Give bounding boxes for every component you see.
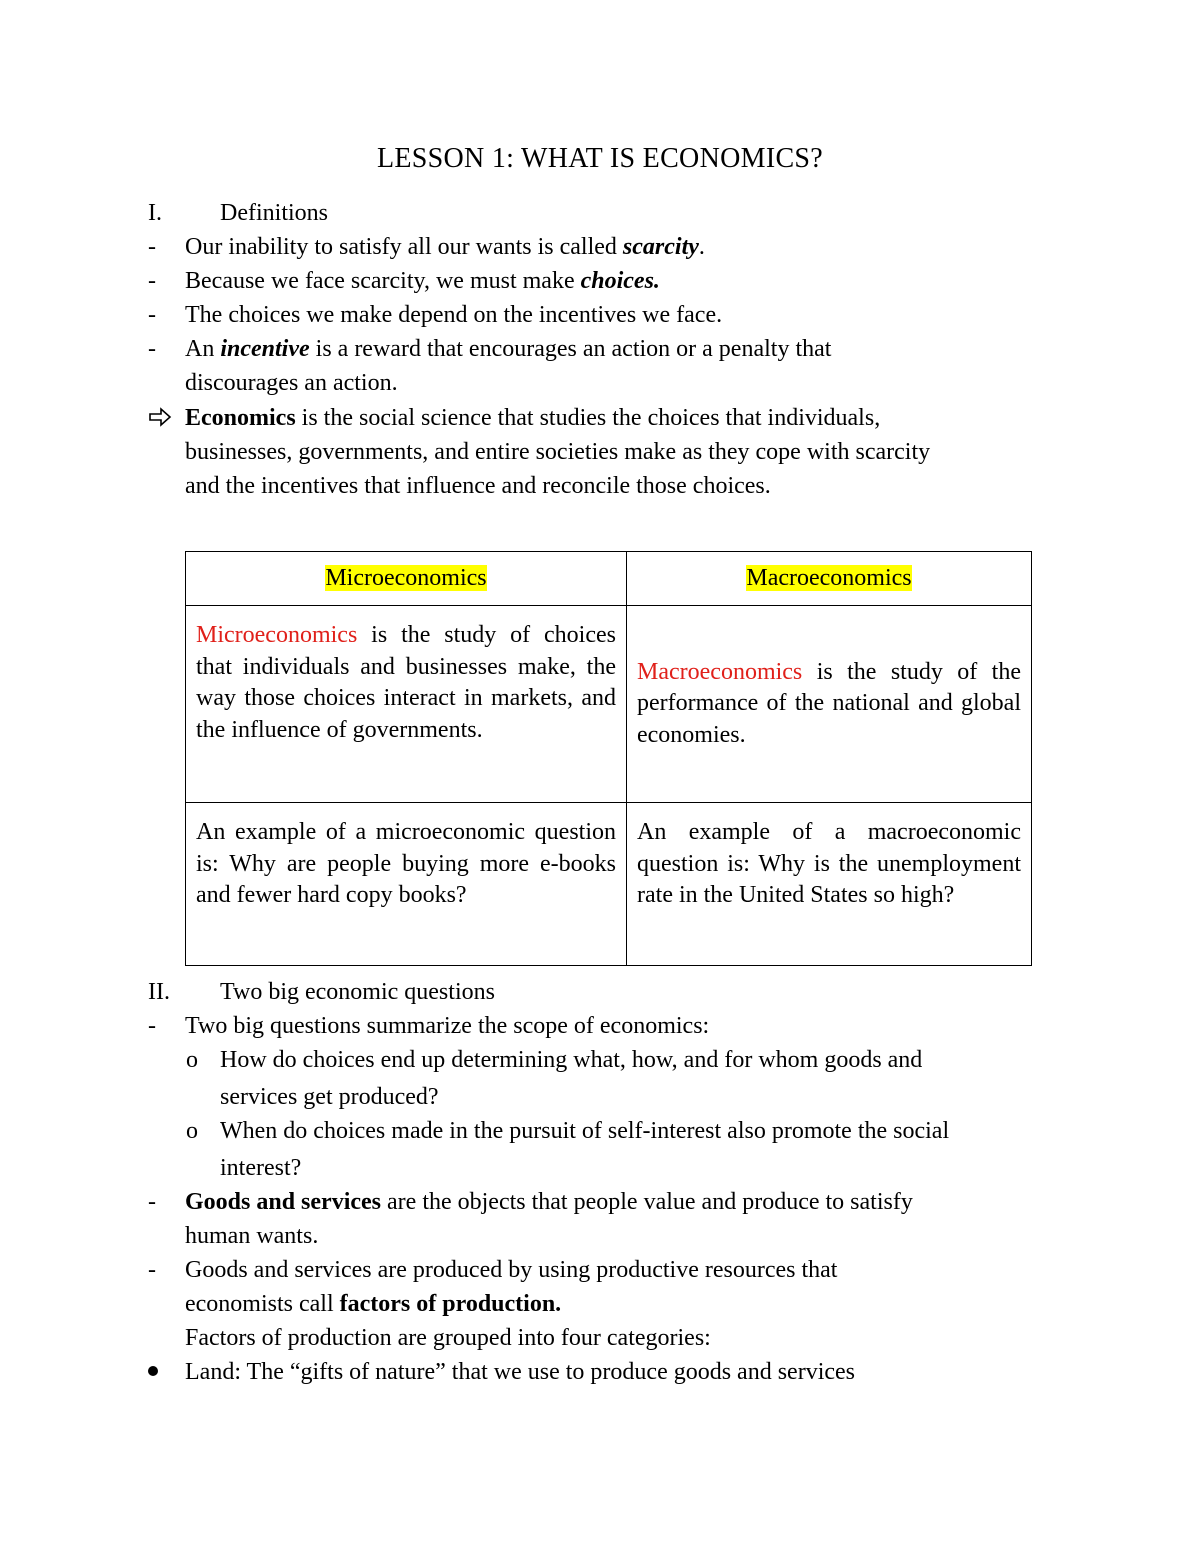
scope-bullet: Two big questions summarize the scope of economics: xyxy=(185,1013,710,1039)
micro-example-cell: An example of a microeconomic question is: Why are people buying more e-books and fewer hard copy books? xyxy=(186,803,627,966)
bullet-marker: - xyxy=(148,268,156,294)
circle-bullet: o xyxy=(186,1118,198,1144)
goods-services-bullet: Goods and services are the objects that people value and produce to satisfy xyxy=(185,1189,913,1215)
macro-definition-cell: Macroeconomics is the study of the performance of the national and global economies. xyxy=(627,606,1032,803)
micro-definition-cell: Microeconomics is the study of choices that individuals and businesses make, the way those choices interact in markets, and the influence of governments. xyxy=(186,606,627,803)
incentive-bullet-continued: discourages an action. xyxy=(185,370,398,396)
bullet-marker: - xyxy=(148,234,156,260)
macro-example-cell: An example of a macroeconomic question is: Why is the unemployment rate in the United States so high? xyxy=(627,803,1032,966)
micro-macro-table xyxy=(185,551,1032,966)
factors-bullet-continued: economists call factors of production. xyxy=(185,1291,562,1317)
incentive-term: incentive xyxy=(220,336,310,362)
goods-services-continued: human wants. xyxy=(185,1223,319,1249)
bullet-marker: - xyxy=(148,302,156,328)
bullet-dot-icon xyxy=(148,1366,158,1376)
incentive-bullet: An incentive is a reward that encourages an action or a penalty that xyxy=(185,336,832,362)
goods-services-term: Goods and services xyxy=(185,1189,382,1215)
factors-categories: Factors of production are grouped into four categories: xyxy=(185,1325,711,1351)
factors-bullet: Goods and services are produced by using productive resources that xyxy=(185,1257,838,1283)
bullet-marker: - xyxy=(148,1013,156,1039)
question-1-continued: services get produced? xyxy=(220,1084,439,1110)
question-2-continued: interest? xyxy=(220,1155,302,1181)
bullet-marker: - xyxy=(148,1189,156,1215)
choices-term: choices. xyxy=(580,268,660,294)
bullet-marker: - xyxy=(148,336,156,362)
economics-definition: Economics is the social science that studies the choices that individuals, xyxy=(185,405,881,431)
bullet-marker: - xyxy=(148,1257,156,1283)
table-header-macro: Macroeconomics xyxy=(627,552,1032,606)
economics-definition-line2: businesses, governments, and entire societies make as they cope with scarcity xyxy=(185,439,931,465)
economics-term: Economics xyxy=(185,405,296,431)
table-row xyxy=(186,606,1032,803)
choices-bullet: Because we face scarcity, we must make choices. xyxy=(185,268,660,294)
scarcity-bullet: Our inability to satisfy all our wants is called scarcity. xyxy=(185,234,705,260)
question-1: How do choices end up determining what, how, and for whom goods and xyxy=(220,1047,923,1073)
table-header-micro: Microeconomics xyxy=(186,552,627,606)
arrow-right-icon xyxy=(148,405,172,429)
table-row xyxy=(186,803,1032,966)
factors-term: factors of production. xyxy=(339,1291,562,1317)
land-bullet: Land: The “gifts of nature” that we use to produce goods and services xyxy=(185,1359,856,1385)
incentives-bullet: The choices we make depend on the incentives we face. xyxy=(185,302,723,328)
section-1-numeral: I. xyxy=(148,200,162,226)
section-2-numeral: II. xyxy=(148,979,170,1005)
section-1-heading: Definitions xyxy=(220,200,328,226)
scarcity-term: scarcity xyxy=(622,234,699,260)
page-title: LESSON 1: WHAT IS ECONOMICS? xyxy=(376,143,824,174)
economics-definition-line3: and the incentives that influence and reconcile those choices. xyxy=(185,473,771,499)
table-header-row xyxy=(186,552,1032,606)
question-2: When do choices made in the pursuit of self-interest also promote the social xyxy=(220,1118,950,1144)
circle-bullet: o xyxy=(186,1047,198,1073)
section-2-heading: Two big economic questions xyxy=(220,979,495,1005)
